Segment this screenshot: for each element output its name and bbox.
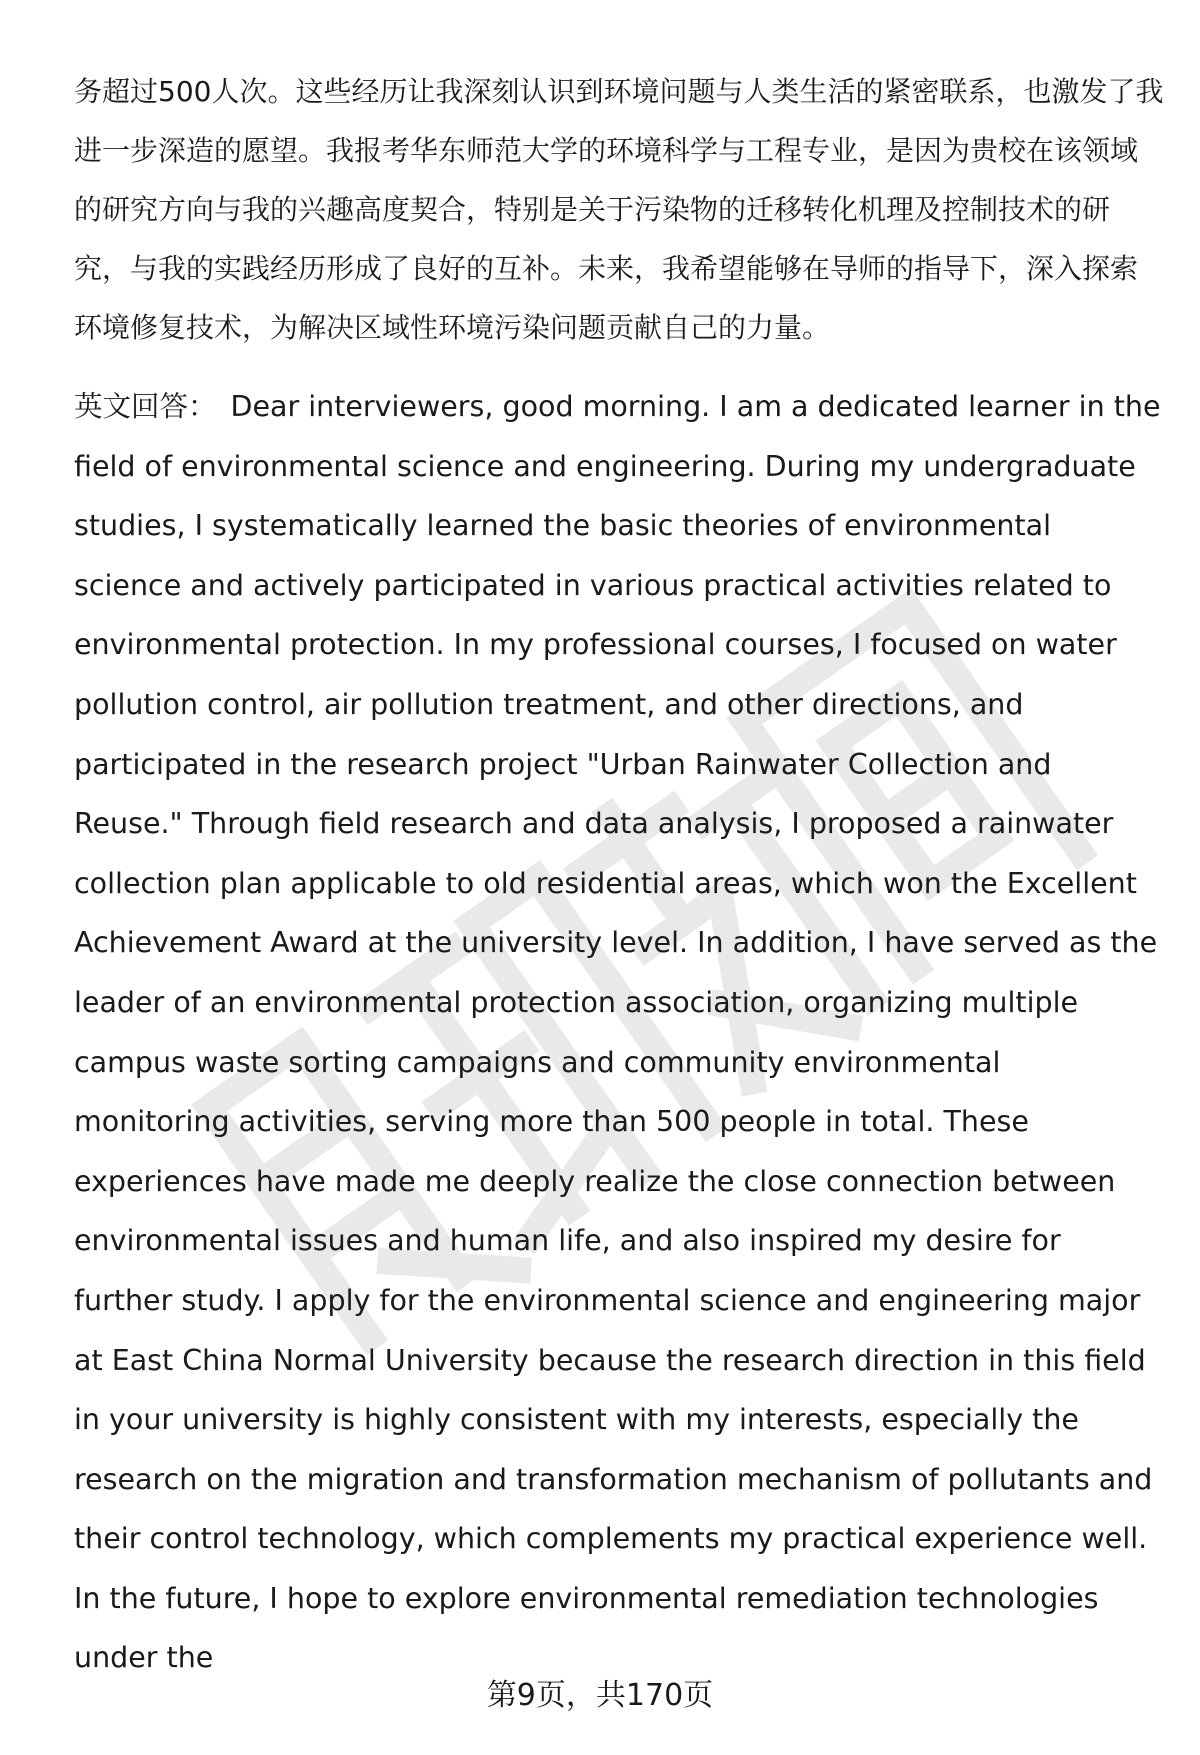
document-body bbox=[74, 62, 1164, 1688]
english-answer-text: Dear interviewers, good morning. I am a dedicated learner in the field of environmental science and engineering. During my undergraduate studies, I systematically learned the basic theories of environmental science and actively participated in various practical activities related to environmental protection. In my professional courses, I focused on water pollution control, air pollution treatment, and other directions, and participated in the research project "Urban Rainwater Collection and Reuse." Through field research and data analysis, I proposed a rainwater collection plan applicable to old residential areas, which won the Excellent Achievement Award at the university level. In addition, I have served as the leader of an environmental protection association, organizing multiple campus waste sorting campaigns and community environmental monitoring activities, serving more than 500 people in total. These experiences have made me deeply realize the close connection between environmental issues and human life, and also inspired my desire for further study. I apply for the environmental science and engineering major at East China Normal University because the research direction in this field in your university is highly consistent with my interests, especially the research on the migration and transformation mechanism of pollutants and their control technology, which complements my practical experience well. In the future, I hope to explore environmental remediation technologies under the bbox=[74, 390, 1161, 1675]
english-answer-label: 英文回答： bbox=[74, 390, 217, 423]
chinese-paragraph: 务超过500人次。这些经历让我深刻认识到环境问题与人类生活的紧密联系，也激发了我进一步深造的愿望。我报考华东师范大学的环境科学与工程专业，是因为贵校在该领域的研究方向与我的兴趣高度契合，特别是关于污染物的迁移转化机理及控制技术的研究，与我的实践经历形成了良好的互补。未来，我希望能够在导师的指导下，深入探索环境修复技术，为解决区域性环境污染问题贡献自己的力量。 bbox=[74, 75, 1164, 344]
page-number: 第9页，共170页 bbox=[486, 1678, 714, 1713]
english-answer-paragraph bbox=[74, 377, 1164, 1688]
